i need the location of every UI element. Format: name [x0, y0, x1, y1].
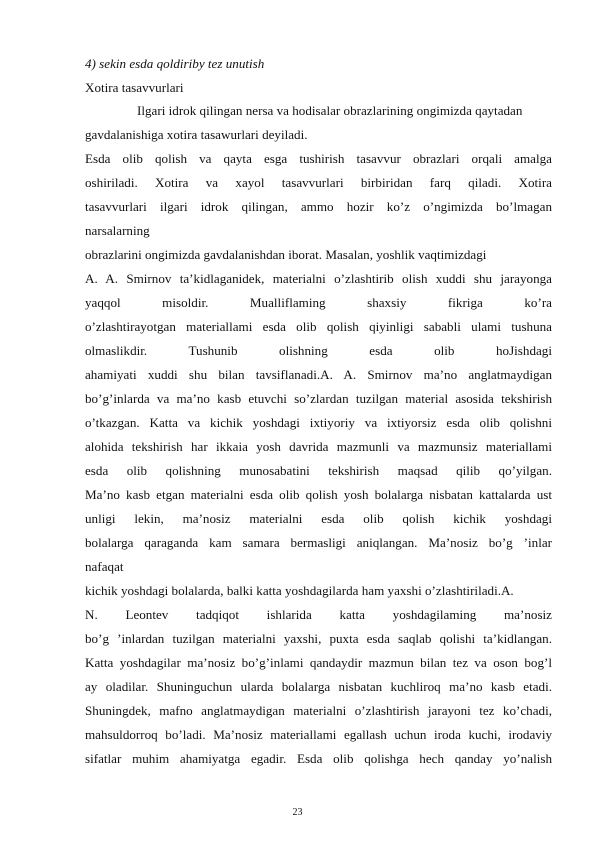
text-line: gavdalanishiga xotira tasawurlari deyiladi. — [85, 127, 308, 142]
text-line: A. A. Smirnov ta’kidlaganidek, materialni o’zlashtirib olish xuddi shu jarayonga — [85, 271, 552, 286]
text-line: kichik yoshdagi bolalarda, balki katta yoshdagilarda ham yaxshi o’zlashtiriladi.A. — [85, 583, 514, 598]
text-line: ay oladilar. Shuninguchun ularda bolalarga nisbatan kuchliroq ma’no kasb etadi. — [85, 679, 552, 694]
text-line: obrazlarini ongimizda gavdalanishdan iborat. Masalan, yoshlik vaqtimizdagi — [85, 247, 487, 262]
text-line: unligi lekin, ma’nosiz materialni esda olib qolish kichik yoshdagi — [85, 511, 552, 526]
text-line: bo’g’inlarda va ma’no kasb etuvchi so’zlardan tuzilgan material asosida tekshirish — [85, 391, 552, 406]
text-line: bolalarga qaraganda kam samara bermasligi aniqlangan. Ma’nosiz bo’g ’inlar — [85, 535, 552, 550]
text-line: tasavvurlari ilgari idrok qilingan, ammo hozir ko’z o’ngimizda bo’lmagan — [85, 199, 552, 214]
text-line: Katta yoshdagilar ma’nosiz bo’g’inlami qandaydir mazmun bilan tez va oson bog’l — [85, 655, 552, 670]
text-line: N. Leontev tadqiqot ishlarida katta yoshdagilaming ma’nosiz — [85, 607, 552, 622]
text-line: alohida tekshirish har ikkaia yosh davrida mazmunli va mazmunsiz materiallami — [85, 439, 552, 454]
text-line: ahamiyati xuddi shu bilan tavsiflanadi.A. A. Smirnov ma’no anglatmaydigan — [85, 367, 552, 382]
text-line: esda olib qolishning munosabatini tekshirish maqsad qilib qo’yilgan. — [85, 463, 552, 478]
text-line: nafaqat — [85, 559, 124, 574]
text-line: o’zlashtirayotgan materiallami esda olib qolish qiyinligi sababli ulami tushuna — [85, 319, 552, 334]
text-line: oshiriladi. Xotira va xayol tasavvurlari birbiridan farq qiladi. Xotira — [85, 175, 552, 190]
text-line: olmaslikdir. Tushunib olishning esda olib hoJishdagi — [85, 343, 552, 358]
text-line: Shuningdek, mafno anglatmaydigan materialni o’zlashtirish jarayoni tez ko’chadi, — [85, 703, 552, 718]
page-number: 23 — [292, 807, 303, 818]
text-line: Ilgari idrok qilingan nersa va hodisalar obrazlarining ongimizda qaytadan — [137, 103, 523, 118]
text-line: bo’g ’inlardan tuzilgan materialni yaxshi, puxta esda saqlab qolishi ta’kidlangan. — [85, 631, 552, 646]
text-line: yaqqol misoldir. Mualliflaming shaxsiy fikriga ko’ra — [85, 295, 552, 310]
text-line: o’tkazgan. Katta va kichik yoshdagi ixtiyoriy va ixtiyorsiz esda olib qolishni — [85, 415, 552, 430]
text-line: sifatlar muhim ahamiyatga egadir. Esda olib qolishga hech qanday yo’nalish — [85, 751, 552, 766]
text-line: narsalarning — [85, 223, 150, 238]
section-subheading: Xotira tasavvurlari — [85, 80, 184, 95]
text-line: mahsuldorroq bo’ladi. Ma’nosiz materiallami egallash uchun iroda kuchi, irodaviy — [85, 727, 552, 742]
text-line: Esda olib qolish va qayta esga tushirish tasavvur obrazlari orqali amalga — [85, 151, 552, 166]
text-line: Ma’no kasb etgan materialni esda olib qolish yosh bolalarga nisbatan kattalarda ust — [85, 487, 552, 502]
section-heading: 4) sekin esda qoldiriby tez unutish — [85, 56, 265, 71]
